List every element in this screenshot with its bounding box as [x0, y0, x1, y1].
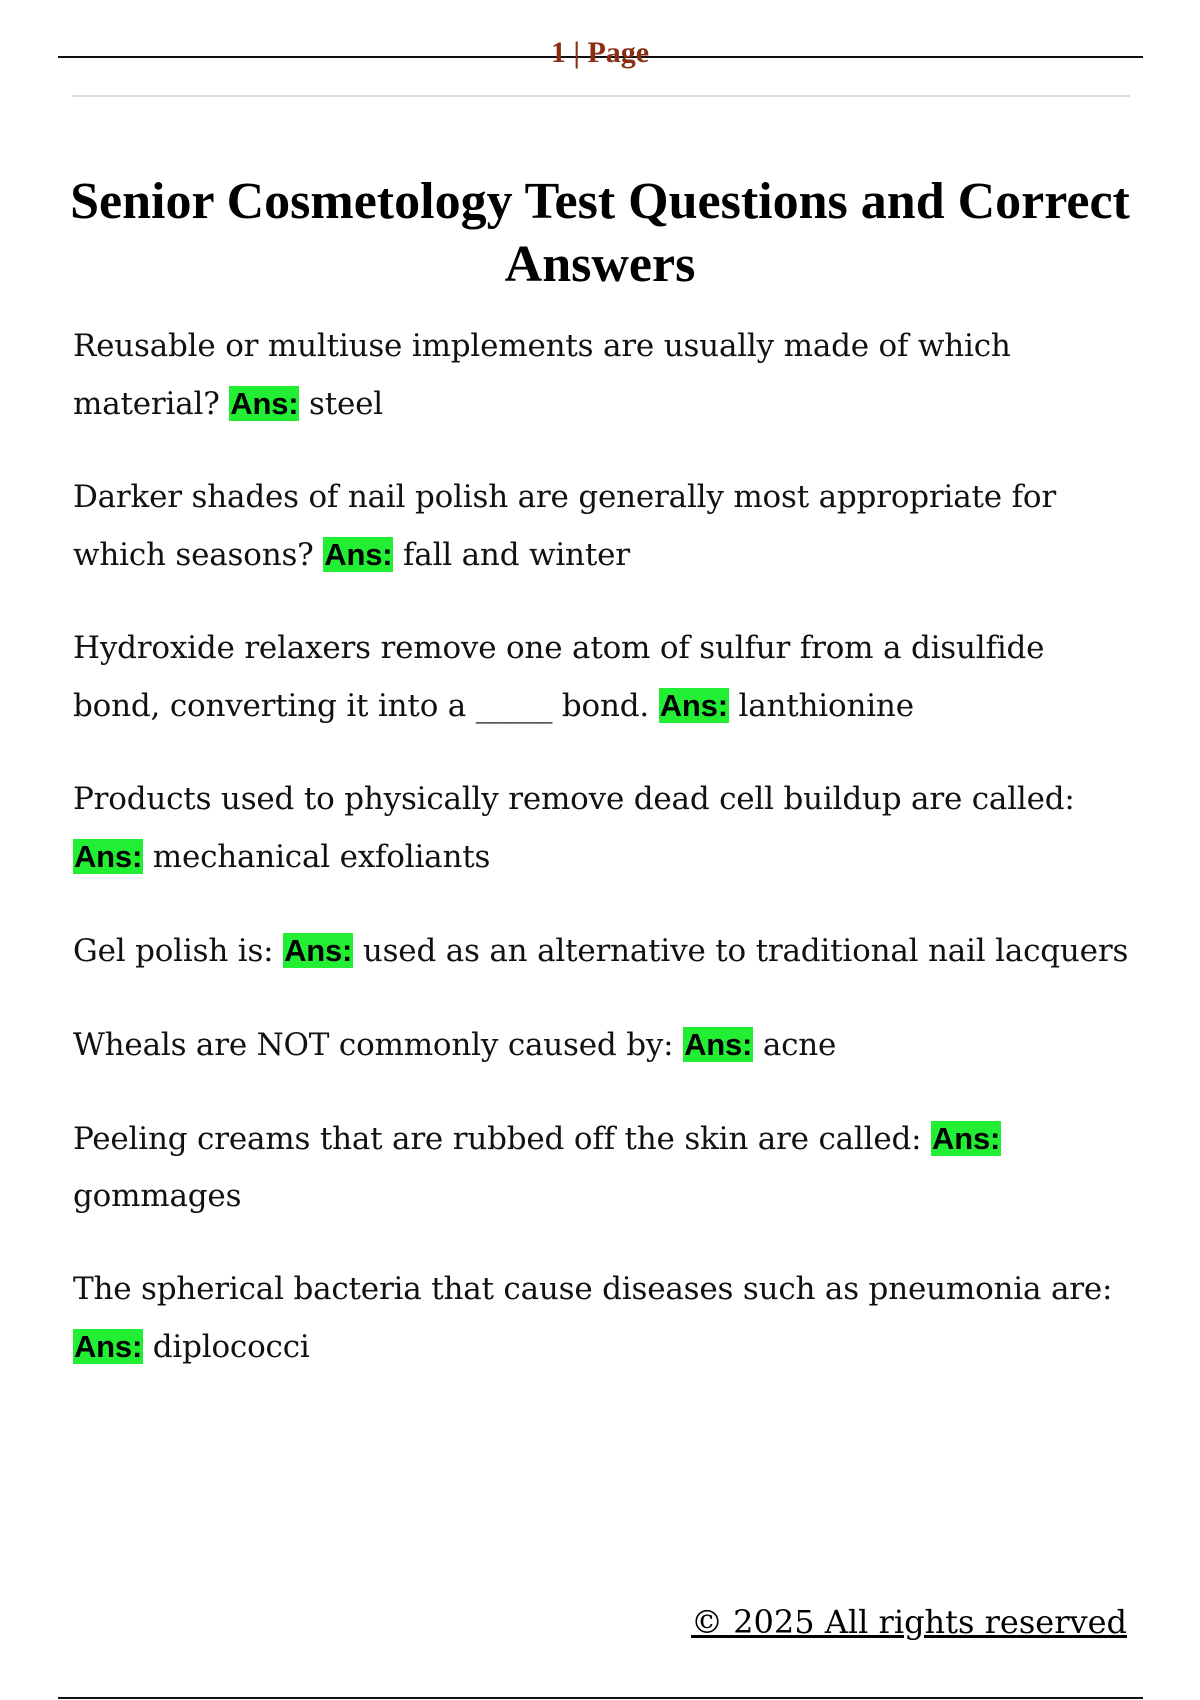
answer-text: steel	[309, 386, 384, 422]
answer-tag: Ans:	[659, 688, 728, 723]
qa-item	[73, 1261, 1133, 1376]
answer-text: fall and winter	[403, 537, 630, 573]
answer-tag: Ans:	[684, 1027, 753, 1062]
document-title: Senior Cosmetology Test Questions and Correct Answers	[70, 173, 1130, 293]
question-text: Darker shades of nail polish are generally most appropriate for which seasons?	[73, 479, 1056, 573]
answer-text: diplococci	[152, 1329, 310, 1365]
answer-text: gommages	[73, 1178, 242, 1214]
answer-text: lanthionine	[738, 688, 914, 724]
qa-item	[73, 1110, 1133, 1225]
question-text: Peeling creams that are rubbed off the skin are called:	[73, 1121, 922, 1157]
answer-text: acne	[762, 1027, 837, 1063]
page-number: 1 | Page	[550, 36, 650, 69]
question-text: The spherical bacteria that cause diseases such as pneumonia are:	[73, 1271, 1113, 1307]
question-list	[73, 318, 1133, 1412]
qa-item	[73, 318, 1133, 433]
qa-item	[73, 1016, 1133, 1074]
answer-tag: Ans:	[932, 1121, 1001, 1156]
question-text: Gel polish is:	[73, 933, 274, 969]
qa-item	[73, 771, 1133, 886]
question-text: Wheals are NOT commonly caused by:	[73, 1027, 674, 1063]
qa-item	[73, 469, 1133, 584]
question-text: Products used to physically remove dead cell buildup are called:	[73, 781, 1075, 817]
answer-text: mechanical exfoliants	[152, 839, 491, 875]
header-divider	[72, 95, 1130, 97]
answer-tag: Ans:	[230, 386, 299, 421]
copyright-footer: © 2025 All rights reserved	[691, 1603, 1127, 1641]
answer-text: used as an alternative to traditional nail lacquers	[362, 933, 1129, 969]
question-text: Reusable or multiuse implements are usually made of which material?	[73, 328, 1011, 422]
answer-tag: Ans:	[74, 1329, 143, 1364]
answer-tag: Ans:	[284, 933, 353, 968]
qa-item	[73, 922, 1133, 980]
answer-tag: Ans:	[74, 839, 143, 874]
footer-rule	[58, 1697, 1143, 1699]
question-text: Hydroxide relaxers remove one atom of sulfur from a disulfide bond, converting it into a _____ bond.	[73, 630, 1045, 724]
answer-tag: Ans:	[324, 537, 393, 572]
qa-item	[73, 620, 1133, 735]
